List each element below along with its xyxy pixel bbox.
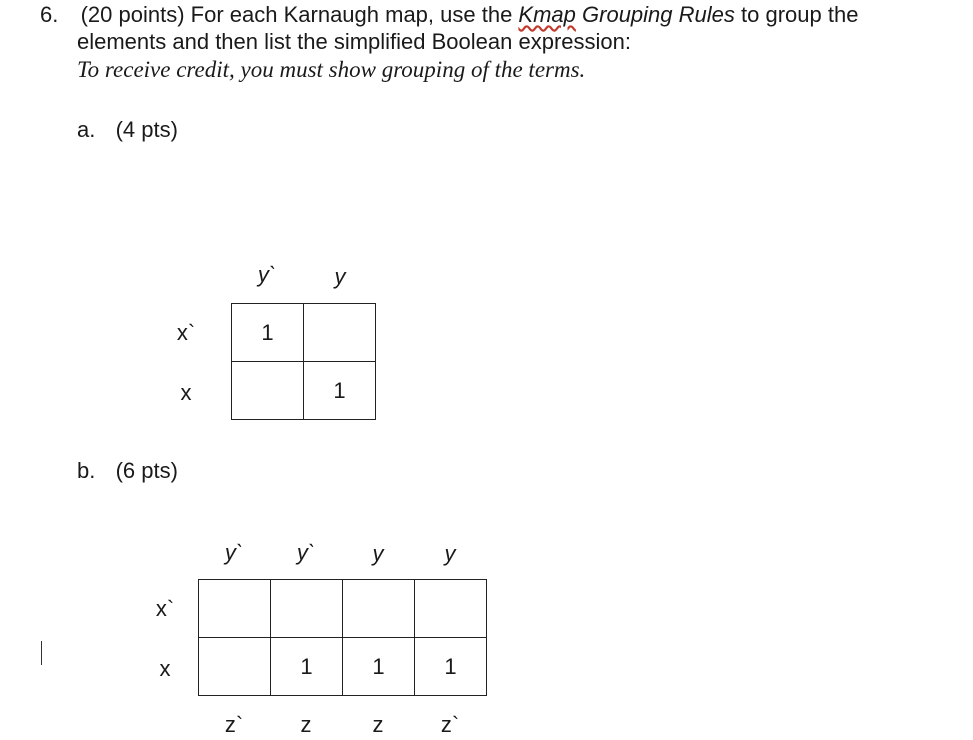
instruction-text: To receive credit, you must show grouping of the terms. xyxy=(77,57,586,82)
kmap-b-bottom-label: z xyxy=(372,712,384,737)
kmap-b-bottom-label: z` xyxy=(224,712,244,737)
kmap-b-cell[interactable]: 1 xyxy=(271,638,343,696)
kmap-a-cell[interactable]: 1 xyxy=(232,304,304,362)
kmap-b-cell[interactable] xyxy=(199,580,271,638)
kmap-b-cell[interactable] xyxy=(415,580,487,638)
question-number: 6. xyxy=(40,2,59,27)
kmap-b-grid xyxy=(198,579,487,696)
question-line-2: elements and then list the simplified Boolean expression: xyxy=(77,29,631,54)
part-a-heading xyxy=(77,117,178,143)
kmap-a-cell[interactable] xyxy=(232,362,304,420)
kmap-b-cell[interactable] xyxy=(271,580,343,638)
part-a-points: (4 pts) xyxy=(115,117,178,142)
kmap-a-row-header: x xyxy=(180,380,192,405)
part-a-label: a. xyxy=(77,117,96,142)
kmap-b-cell[interactable]: 1 xyxy=(343,638,415,696)
kmap-a-grid xyxy=(231,303,376,420)
kmap-b-row-header: x` xyxy=(155,596,175,621)
kmap-b-cell[interactable]: 1 xyxy=(415,638,487,696)
part-b-points: (6 pts) xyxy=(115,458,178,483)
kmap-b-row-header: x xyxy=(159,656,171,681)
grouping-rules-word: Grouping Rules xyxy=(575,2,735,27)
kmap-word: Kmap xyxy=(518,2,576,27)
kmap-rules-link[interactable] xyxy=(518,2,734,27)
kmap-b-cell[interactable] xyxy=(199,638,271,696)
kmap-a-cell[interactable]: 1 xyxy=(304,362,376,420)
text-cursor xyxy=(41,641,42,665)
kmap-a-row-header: x` xyxy=(176,320,196,345)
part-b-label: b. xyxy=(77,458,96,483)
question-line-1 xyxy=(40,2,858,28)
question-text-pre: (20 points) For each Karnaugh map, use the xyxy=(80,2,519,27)
kmap-b-col-header: y` xyxy=(224,540,244,565)
kmap-b-col-header: y xyxy=(372,541,384,566)
kmap-a-col-header: y xyxy=(334,264,346,289)
question-text-post: to group the xyxy=(734,2,859,27)
kmap-b-col-header: y xyxy=(444,541,456,566)
kmap-b-col-header: y` xyxy=(296,540,316,565)
kmap-b-bottom-label: z` xyxy=(440,712,460,737)
part-b-heading xyxy=(77,458,178,484)
kmap-b-bottom-label: z xyxy=(300,712,312,737)
kmap-a-cell[interactable] xyxy=(304,304,376,362)
kmap-a-col-header: y` xyxy=(257,262,277,287)
kmap-b-cell[interactable] xyxy=(343,580,415,638)
